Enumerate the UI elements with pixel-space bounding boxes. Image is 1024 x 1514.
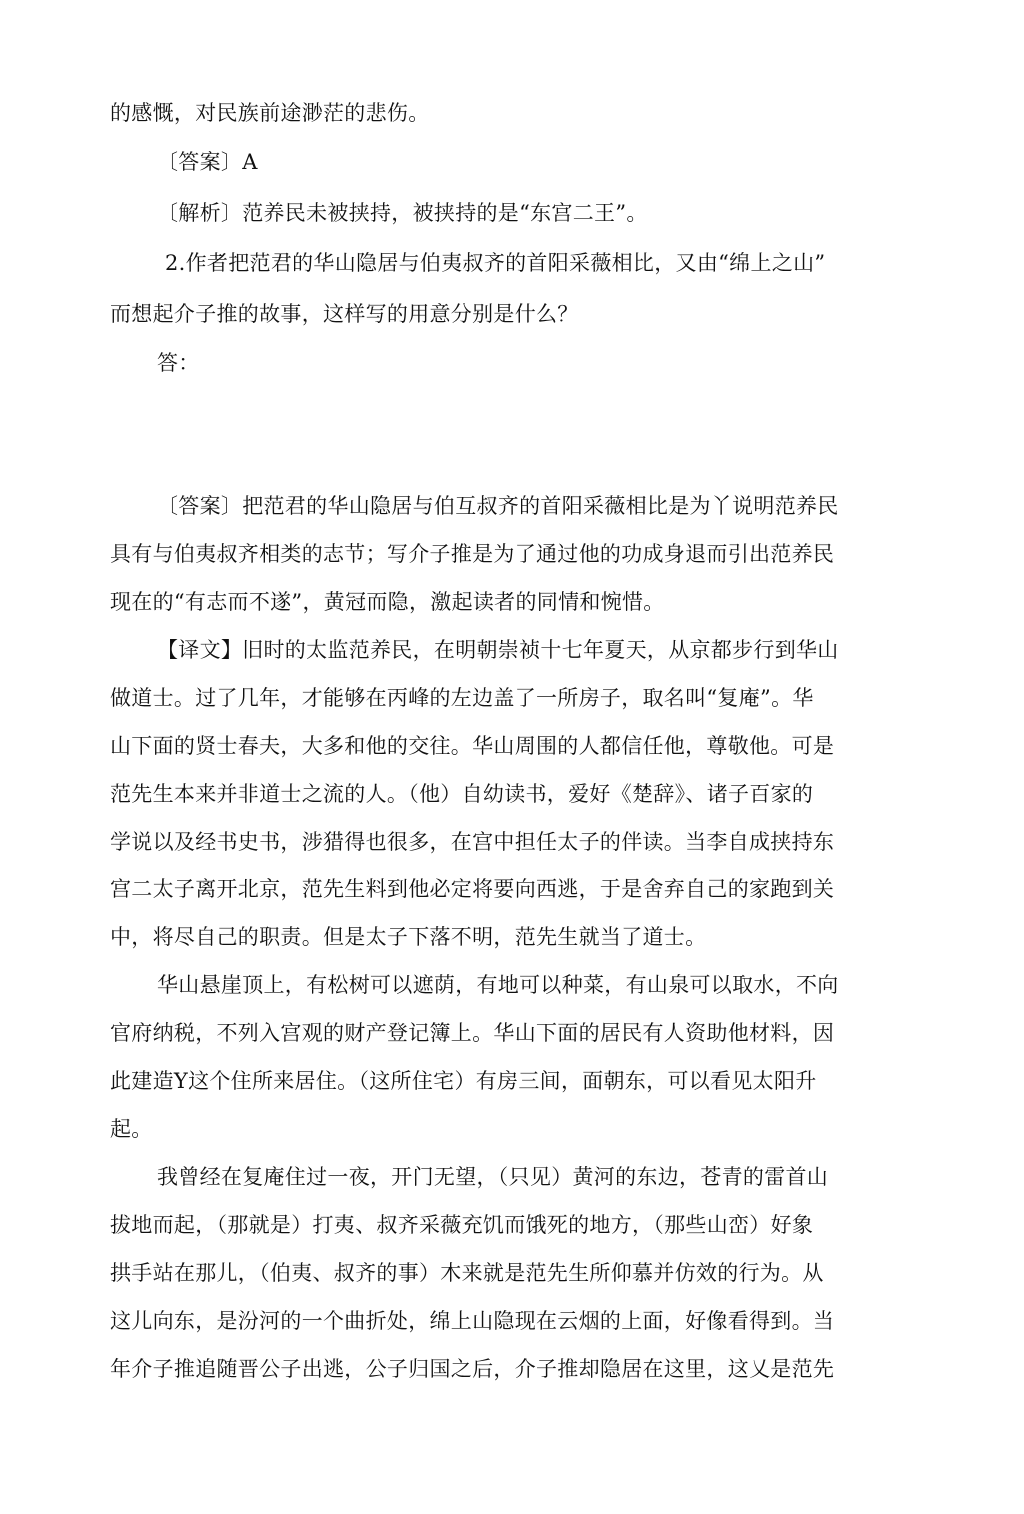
q2-answer-line-1: 〔答案〕把范君的华山隐居与伯互叔齐的首阳采薇相比是为丫说明范养民 [157, 494, 839, 518]
translation-p1-line-5: 学说以及经书史书，涉猎得也很多，在宫中担任太子的伴读。当李自成挟持东 [110, 830, 835, 854]
q2-answer-line-3: 现在的“有志而不遂”，黄冠而隐，激起读者的同情和惋惜。 [110, 590, 665, 614]
translation-p1-line-3: 山下面的贤士春夫，大多和他的交往。华山周围的人都信任他，尊敬他。可是 [110, 734, 835, 758]
translation-p1-line-7: 中，将尽自己的职责。但是太子下落不明，范先生就当了道士。 [110, 925, 707, 949]
translation-p2-line-3: 此建造Y这个住所来居住。（这所住宅）有房三间，面朝东，可以看见太阳升 [110, 1069, 817, 1093]
translation-p3-line-1: 我曾经在复庵住过一夜，开门无望，（只见）黄河的东边，苍青的雷首山 [157, 1165, 829, 1189]
translation-p2-line-4: 起。 [110, 1117, 153, 1141]
q1-answer: 〔答案〕A [157, 150, 258, 174]
q2-answer-prompt: 答： [157, 351, 200, 375]
intro-line: 的感慨，对民族前途渺茫的悲伤。 [110, 101, 430, 125]
q2-question-line-2: 而想起介子推的故事，这样写的用意分别是什么？ [110, 302, 579, 326]
translation-p1-line-1: 【译文】旧时的太监范养民，在明朝崇祯十七年夏天，从京都步行到华山 [157, 638, 839, 662]
q2-answer-line-2: 具有与伯夷叔齐相类的志节；写介子推是为了通过他的功成身退而引出范养民 [110, 542, 835, 566]
translation-p2-line-1: 华山悬崖顶上，有松树可以遮荫，有地可以种菜，有山泉可以取水，不向 [157, 973, 839, 997]
translation-p3-line-5: 年介子推追随晋公子出逃，公子归国之后，介子推却隐居在这里，这乂是范先 [110, 1357, 835, 1381]
q2-question-line-1: 2.作者把范君的华山隐居与伯夷叔齐的首阳采薇相比，又由“绵上之山” [165, 251, 826, 275]
translation-p3-line-3: 拱手站在那儿，（伯夷、叔齐的事）木来就是范先生所仰慕并仿效的行为。从 [110, 1261, 824, 1285]
translation-p1-line-6: 宫二太子离开北京，范先生料到他必定将要向西逃，于是舍弃自己的家跑到关 [110, 877, 835, 901]
q1-analysis: 〔解析〕范养民未被挟持，被挟持的是“东宫二王”。 [157, 201, 648, 225]
translation-p3-line-2: 拔地而起，（那就是）打夷、叔齐采薇充饥而饿死的地方，（那些山峦）好象 [110, 1213, 814, 1237]
translation-p1-line-2: 做道士。过了几年，才能够在丙峰的左边盖了一所房子，取名叫“复庵”。华 [110, 686, 814, 710]
translation-p3-line-4: 这儿向东，是汾河的一个曲折处，绵上山隐现在云烟的上面，好像看得到。当 [110, 1309, 835, 1333]
translation-p1-line-4: 范先生本来并非道士之流的人。（他）自幼读书，爱好《楚辞》、诸子百家的 [110, 782, 814, 806]
translation-p2-line-2: 官府纳税，不列入宫观的财产登记簿上。华山下面的居民有人资助他材料，因 [110, 1021, 835, 1045]
